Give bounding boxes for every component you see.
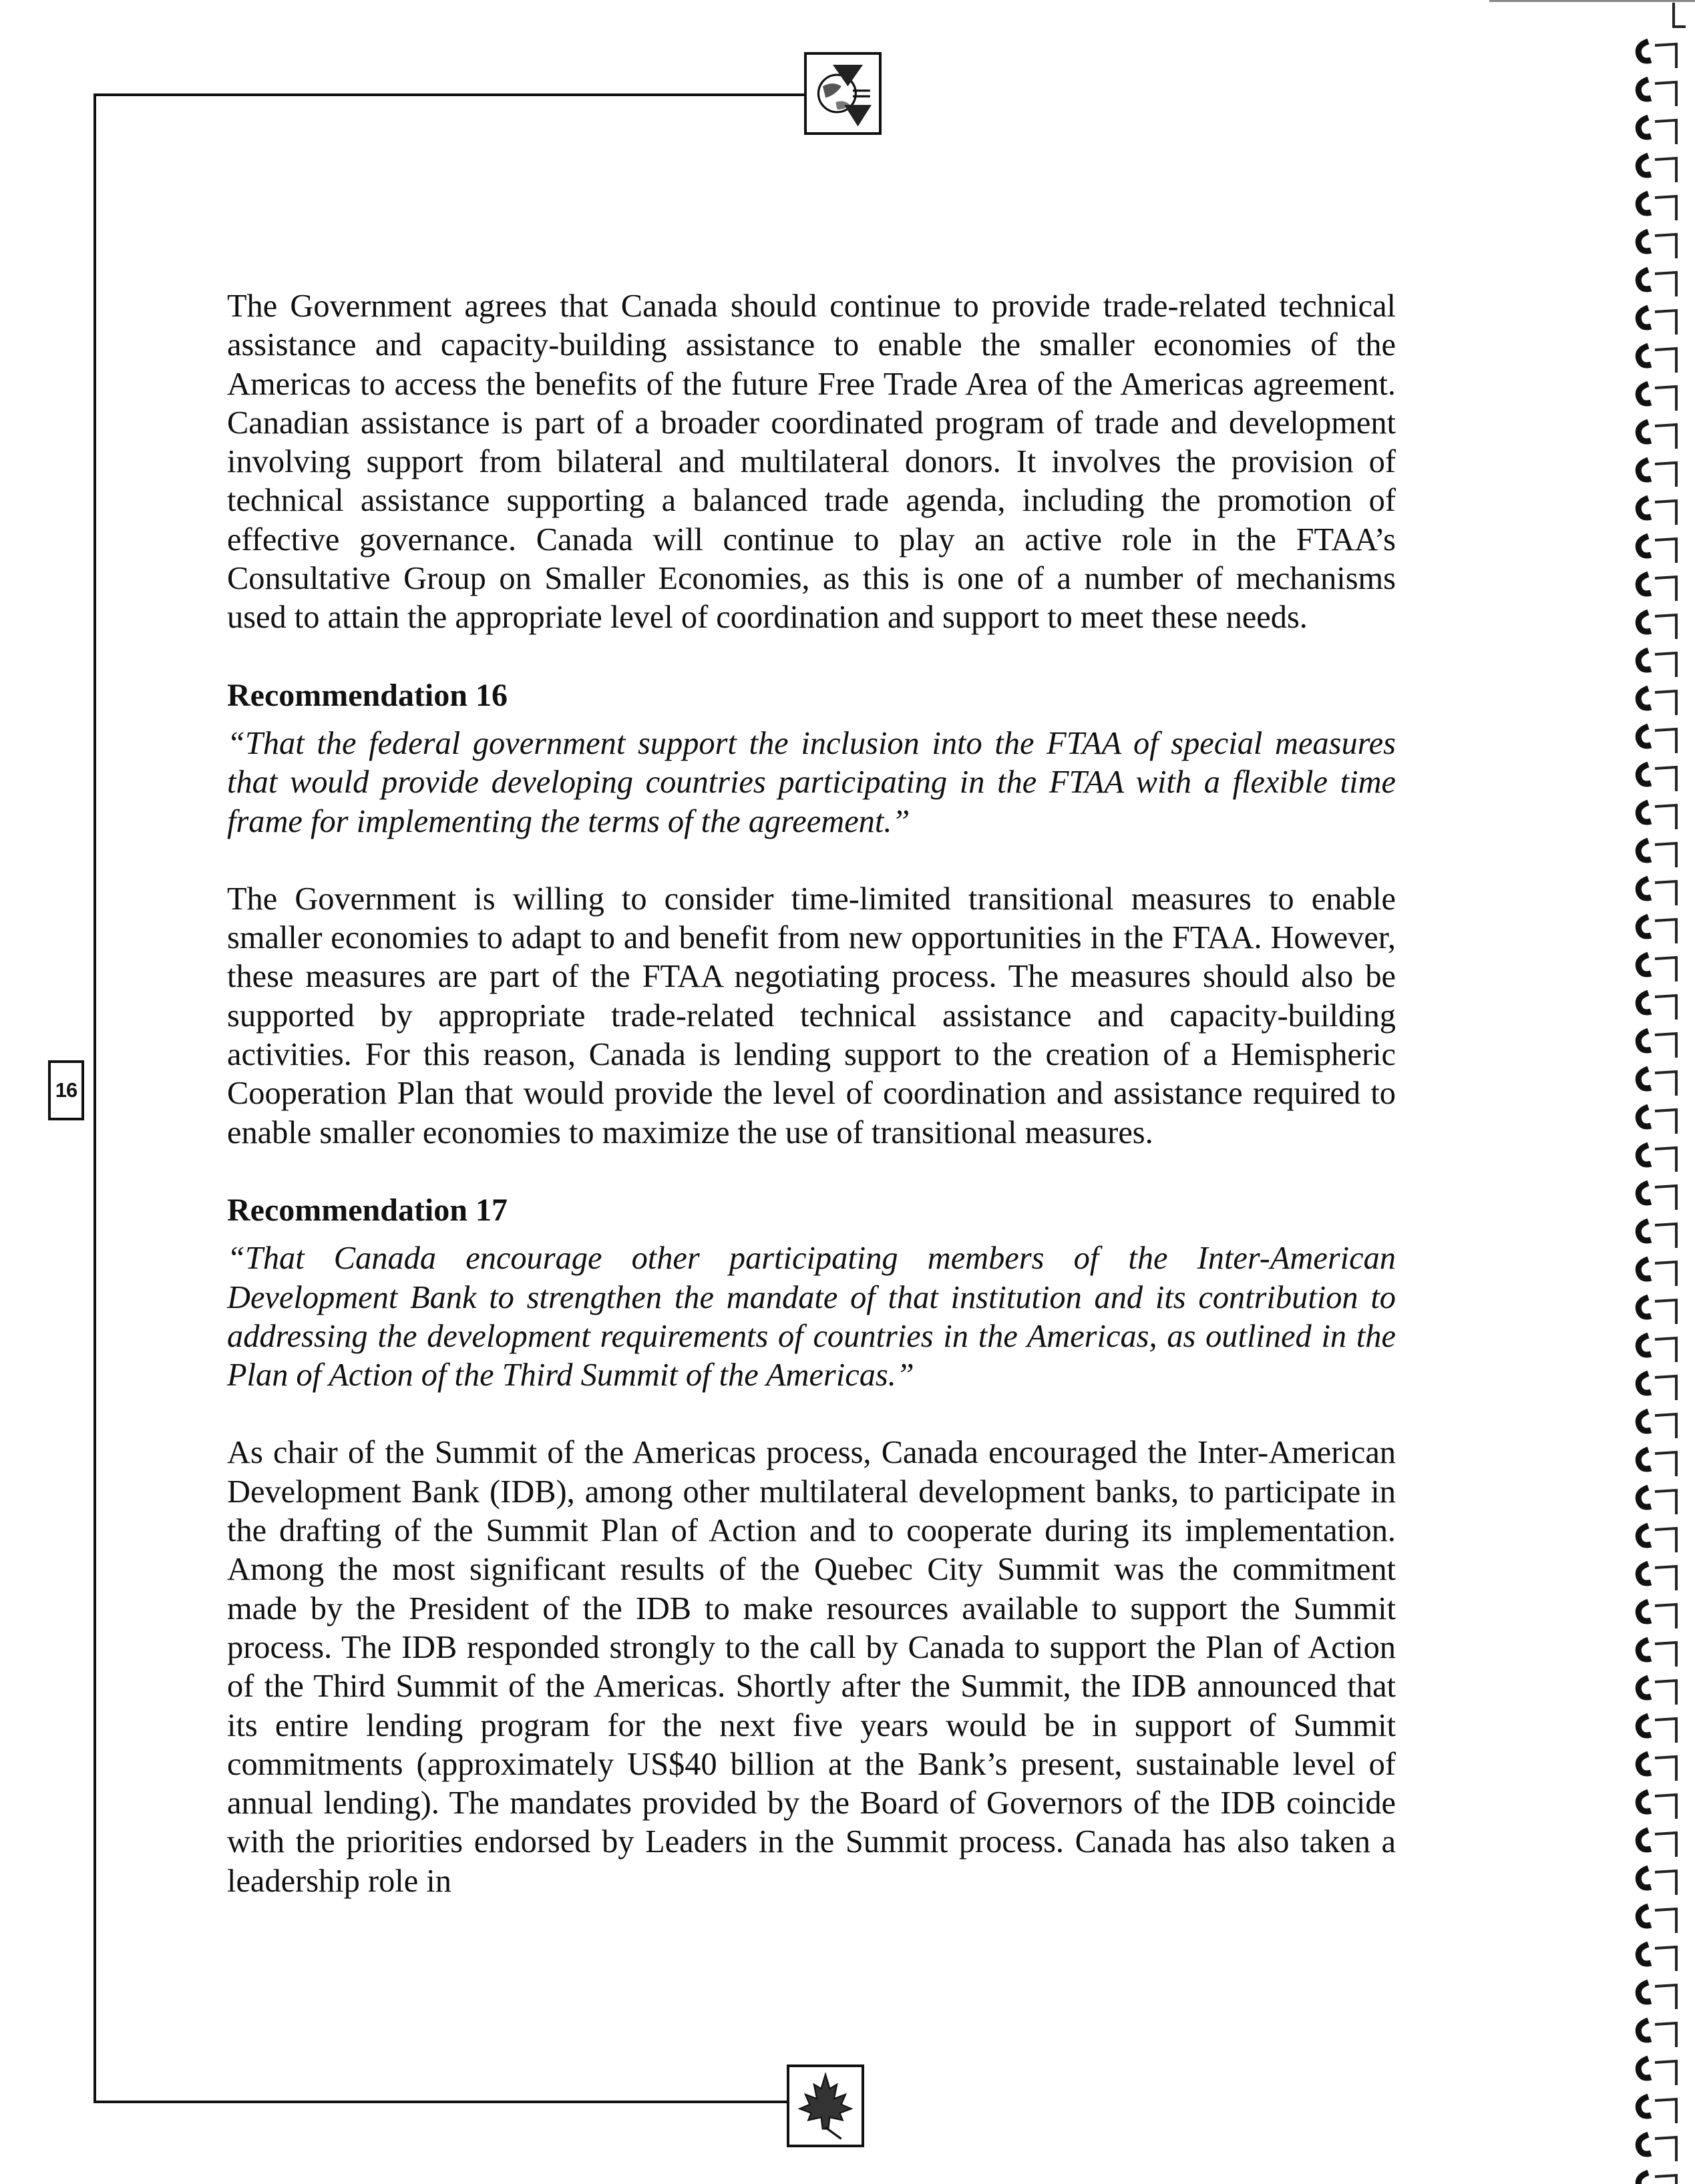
maple-leaf-icon xyxy=(789,2067,862,2145)
recommendation-16-quote: “That the federal government support the inclusion into the FTAA of special measures that would provide developing countries participating in the FTAA with a flexible time frame for implementing the terms of the agreement.” xyxy=(227,725,1396,839)
page-number-tab xyxy=(48,1060,84,1120)
spiral-coil xyxy=(1638,1754,1676,1781)
bottom-emblem xyxy=(787,2064,864,2147)
spiral-coil xyxy=(1638,1944,1676,1971)
spiral-coil xyxy=(1638,1830,1676,1857)
frame-top-line xyxy=(93,93,805,96)
spiral-binding xyxy=(1622,0,1695,2184)
spiral-coil xyxy=(1638,2097,1676,2123)
spiral-coil xyxy=(1638,1411,1676,1438)
spiral-coil xyxy=(1638,460,1676,487)
spiral-coil xyxy=(1638,993,1676,1020)
top-emblem xyxy=(804,52,882,135)
spiral-coil xyxy=(1638,1982,1676,2009)
recommendation-16-heading: Recommendation 16 xyxy=(227,677,508,713)
spiral-coil xyxy=(1638,1450,1676,1476)
spiral-coil xyxy=(1638,346,1676,373)
spiral-coil xyxy=(1638,79,1676,106)
spiral-coil xyxy=(1638,232,1676,258)
spiral-coil xyxy=(1638,422,1676,449)
spiral-coil xyxy=(1638,194,1676,220)
document-body xyxy=(227,287,1396,1901)
spiral-coil xyxy=(1638,270,1676,296)
spiral-coil xyxy=(1638,1564,1676,1590)
spiral-coil xyxy=(1638,1526,1676,1552)
spiral-coil xyxy=(1638,2135,1676,2161)
spiral-coil xyxy=(1638,118,1676,144)
spiral-coil xyxy=(1638,1678,1676,1705)
spiral-coil xyxy=(1638,1602,1676,1628)
spiral-coil xyxy=(1638,650,1676,677)
spiral-coil xyxy=(1638,536,1676,563)
spiral-coil xyxy=(1638,1792,1676,1819)
spiral-coil xyxy=(1638,1488,1676,1514)
spiral-coil xyxy=(1638,1373,1676,1400)
spiral-coil xyxy=(1638,41,1676,68)
spiral-coil xyxy=(1638,688,1676,715)
spiral-coil xyxy=(1638,765,1676,791)
spiral-coil xyxy=(1638,384,1676,411)
spiral-coil xyxy=(1638,1145,1676,1172)
spiral-coil xyxy=(1638,879,1676,905)
page-number: 16 xyxy=(55,1078,77,1102)
spiral-coil xyxy=(1638,498,1676,525)
response-paragraph-1: The Government agrees that Canada should continue to provide trade-related technical assistance and capacity-building assistance to enable the smaller economies of the Americas to access the benefits of the future Free Trade Area of the Americas agreement. Canadian assistance is part of a broader coordinated program of trade and development involving support from bilateral and multilateral donors. It involves the provision of technical assistance supporting a balanced trade agenda, including the promotion of effective governance. Canada will continue to play an active role in the FTAA’s Consultative Group on Smaller Economies, as this is one of a number of mechanisms used to attain the appropriate level of coordination and support to meet these needs. xyxy=(227,288,1396,636)
spiral-coil xyxy=(1638,1906,1676,1933)
spiral-coil xyxy=(1638,1716,1676,1743)
spiral-coil xyxy=(1638,726,1676,753)
spiral-coil xyxy=(1638,308,1676,335)
globe-triangles-icon xyxy=(807,55,879,132)
spiral-coil xyxy=(1638,2058,1676,2085)
spiral-coil xyxy=(1638,1868,1676,1895)
spiral-coil xyxy=(1638,2173,1676,2184)
frame-bottom-line xyxy=(93,2101,788,2103)
recommendation-17-quote: “That Canada encourage other participating members of the Inter-American Development Bank to strengthen the mandate of that institution and its contribution to addressing the development requirements of countries in the Americas, as outlined in the Plan of Action of the Third Summit of the Americas.” xyxy=(227,1241,1396,1393)
frame-left-line xyxy=(93,93,96,2103)
spiral-coil xyxy=(1638,1640,1676,1667)
spiral-coil xyxy=(1638,841,1676,867)
spiral-coil xyxy=(1638,1069,1676,1096)
response-paragraph-3: As chair of the Summit of the Americas process, Canada encouraged the Inter-American Development Bank (IDB), among other multilateral development banks, to participate in the drafting of the Summit Plan of Action and to cooperate during its implementation. Among the most significant results of the Quebec City Summit was the commitment made by the President of the IDB to make resources available to support the Summit process. The IDB responded strongly to the call by Canada to support the Plan of Action of the Third Summit of the Americas. Shortly after the Summit, the IDB announced that its entire lending program for the next five years would be in support of Summit commitments (approximately US$40 billion at the Bank’s present, sustainable level of annual lending). The mandates provided by the Board of Governors of the IDB coincide with the priorities endorsed by Leaders in the Summit process. Canada has also taken a leadership role in xyxy=(227,1435,1396,1899)
spiral-coil xyxy=(1638,1297,1676,1324)
spiral-coil xyxy=(1638,917,1676,943)
spiral-coil xyxy=(1638,2020,1676,2047)
spiral-coil xyxy=(1638,1259,1676,1286)
spiral-coil xyxy=(1638,1335,1676,1362)
response-paragraph-2: The Government is willing to consider time-limited transitional measures to enable smaller economies to adapt to and benefit from new opportunities in the FTAA. However, these measures are part of the FTAA negotiating process. The measures should also be supported by appropriate trade-related technical assistance and capacity-building activities. For this reason, Canada is lending support to the creation of a Hemispheric Cooperation Plan that would provide the level of coordination and assistance required to enable smaller economies to maximize the use of transitional measures. xyxy=(227,881,1396,1150)
recommendation-17-heading: Recommendation 17 xyxy=(227,1192,508,1228)
spiral-coil xyxy=(1638,955,1676,981)
spiral-coil xyxy=(1638,1221,1676,1248)
spiral-coil xyxy=(1638,1107,1676,1134)
spiral-coil xyxy=(1638,156,1676,182)
spiral-coil xyxy=(1638,574,1676,601)
spiral-coil xyxy=(1638,1183,1676,1210)
spiral-coil xyxy=(1638,803,1676,829)
spiral-coil xyxy=(1638,1031,1676,1058)
spiral-coil xyxy=(1638,612,1676,639)
